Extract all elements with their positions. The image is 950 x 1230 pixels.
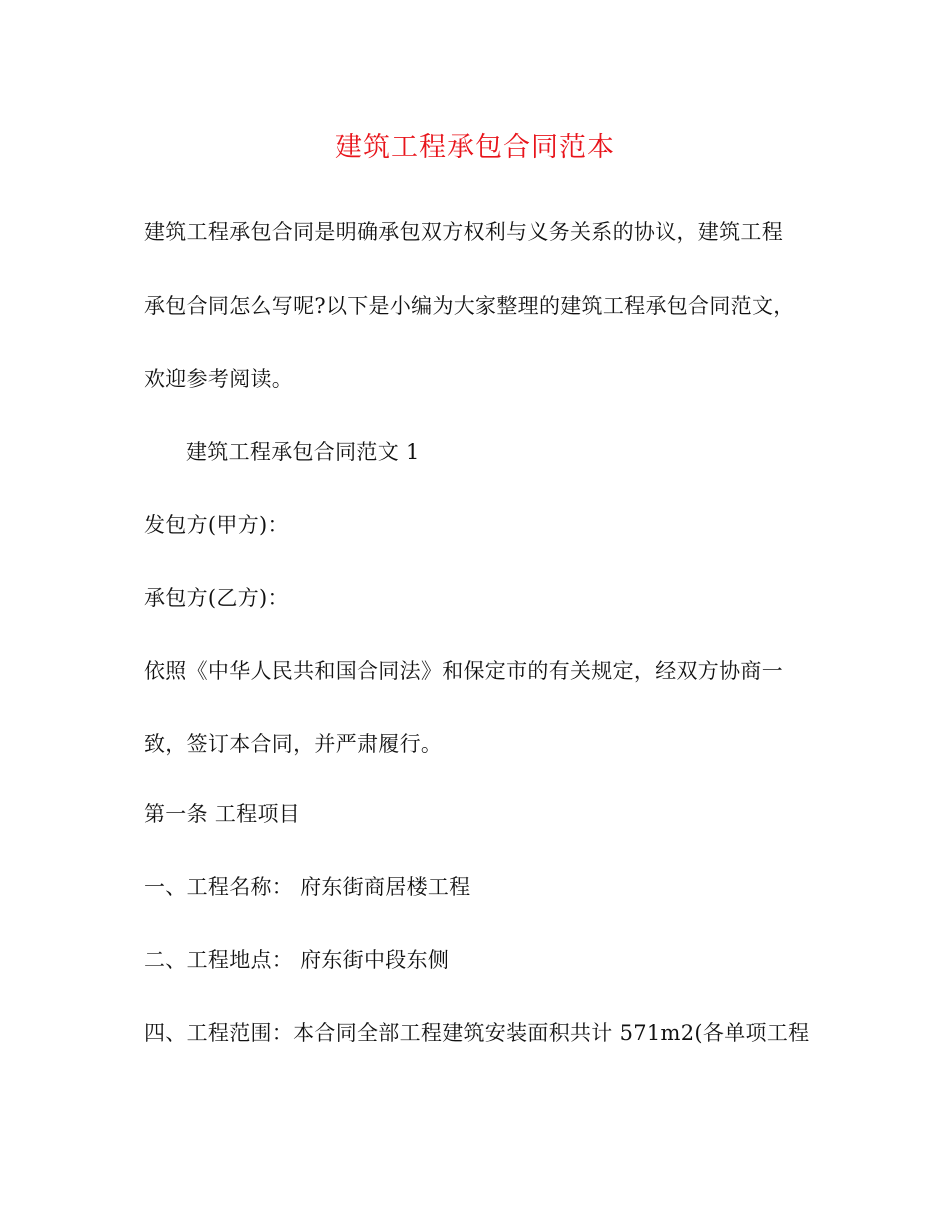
article-1-item-1: 一、工程名称： 府东街商居楼工程	[144, 875, 471, 899]
intro-line-1: 建筑工程承包合同是明确承包双方权利与义务关系的协议，建筑工程	[144, 220, 783, 244]
intro-line-3: 欢迎参考阅读。	[144, 367, 294, 391]
party-b-line: 承包方(乙方)：	[144, 586, 289, 610]
article-1-item-4: 四、工程范围：本合同全部工程建筑安装面积共计 571m2(各单项工程	[144, 1021, 810, 1045]
article-1-item-2: 二、工程地点： 府东街中段东侧	[144, 948, 450, 972]
document-title: 建筑工程承包合同范本	[335, 132, 615, 163]
basis-line-1: 依照《中华人民共和国合同法》和保定市的有关规定，经双方协商一	[144, 659, 783, 683]
article-1-heading: 第一条 工程项目	[144, 802, 301, 826]
intro-line-2: 承包合同怎么写呢?以下是小编为大家整理的建筑工程承包合同范文，	[144, 294, 795, 318]
party-a-line: 发包方(甲方)：	[144, 513, 289, 537]
basis-line-2: 致，签订本合同，并严肃履行。	[144, 732, 443, 756]
section-heading: 建筑工程承包合同范文 1	[186, 440, 420, 464]
